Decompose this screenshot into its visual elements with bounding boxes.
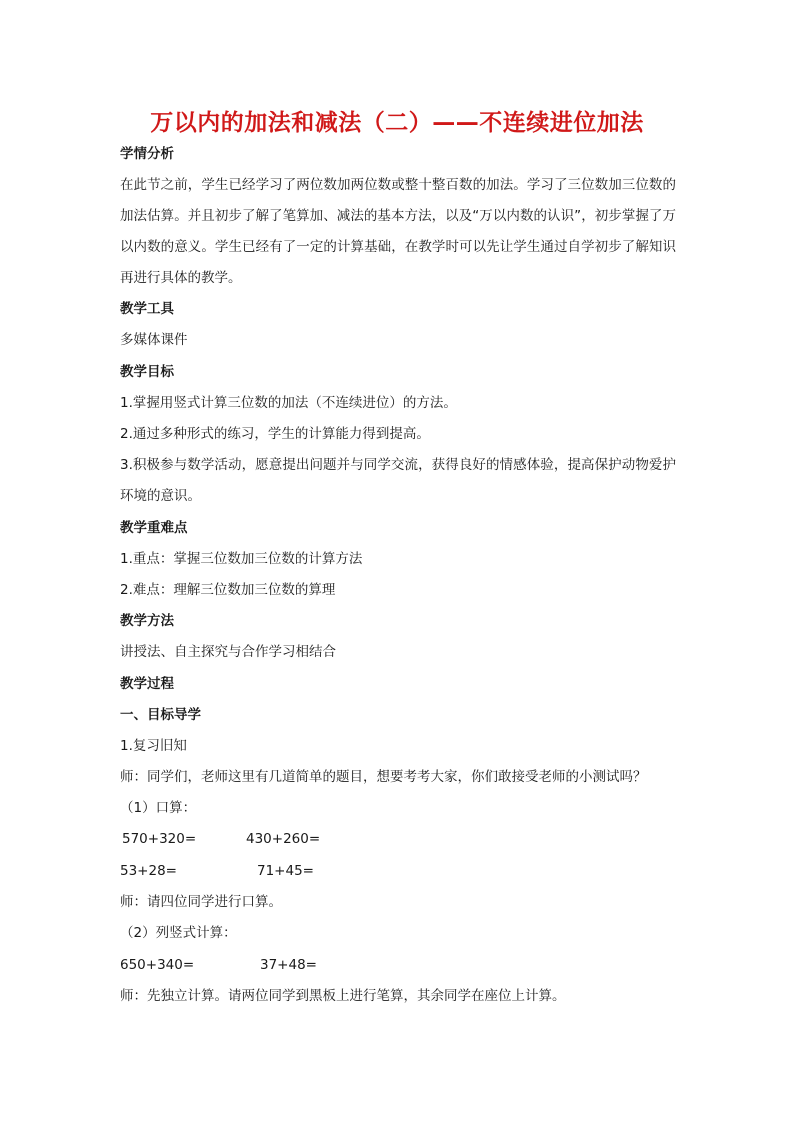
page-title: 万以内的加法和减法（二）——不连续进位加法	[150, 110, 644, 136]
process-heading: 教学过程	[120, 676, 174, 692]
goal-item-3: 3.积极参与数学活动，愿意提出问题并与同学交流，获得良好的情感体验，提高保护动物爱护环境的意识。	[120, 457, 676, 504]
method-heading: 教学方法	[120, 613, 174, 629]
teacher-line-2: 师：请四位同学进行口算。	[120, 894, 282, 910]
vertical-expr: 650+340=	[120, 957, 195, 973]
review-heading: 1.复习旧知	[120, 738, 187, 754]
vertical-expr: 37+48=	[260, 957, 317, 973]
vertical-calc-label: （2）列竖式计算：	[120, 925, 237, 941]
teacher-line-1: 师：同学们，老师这里有几道简单的题目，想要考考大家，你们敢接受老师的小测试吗？	[120, 769, 647, 785]
goal-item-1: 1.掌握用竖式计算三位数的加法（不连续进位）的方法。	[120, 395, 457, 411]
oral-calc-label: （1）口算：	[120, 800, 197, 816]
oral-expr: 570+320=	[122, 831, 197, 847]
oral-expr: 53+28=	[120, 863, 177, 879]
tools-text: 多媒体课件	[120, 332, 188, 348]
goals-heading: 教学目标	[120, 364, 174, 380]
oral-expr: 71+45=	[257, 863, 314, 879]
method-text: 讲授法、自主探究与合作学习相结合	[120, 644, 336, 660]
analysis-heading: 学情分析	[120, 146, 174, 162]
tools-heading: 教学工具	[120, 301, 174, 317]
analysis-paragraph: 在此节之前，学生已经学习了两位数加两位数或整十整百数的加法。学习了三位数加三位数的加法估算。并且初步了解了笔算加、减法的基本方法，以及“万以内数的认识”，初步掌握了万以内数的意义。学生已经有了一定的计算基础，在教学时可以先让学生通过自学初步了解知识再进行具体的教学。	[120, 177, 676, 286]
key-point-2: 2.难点：理解三位数加三位数的算理	[120, 582, 336, 598]
oral-expr: 430+260=	[246, 831, 321, 847]
key-point-1: 1.重点：掌握三位数加三位数的计算方法	[120, 551, 363, 567]
step-one-heading: 一、目标导学	[120, 707, 201, 723]
teacher-line-3: 师：先独立计算。请两位同学到黑板上进行笔算，其余同学在座位上计算。	[120, 988, 566, 1004]
key-points-heading: 教学重难点	[120, 520, 188, 536]
goal-item-2: 2.通过多种形式的练习，学生的计算能力得到提高。	[120, 426, 430, 442]
